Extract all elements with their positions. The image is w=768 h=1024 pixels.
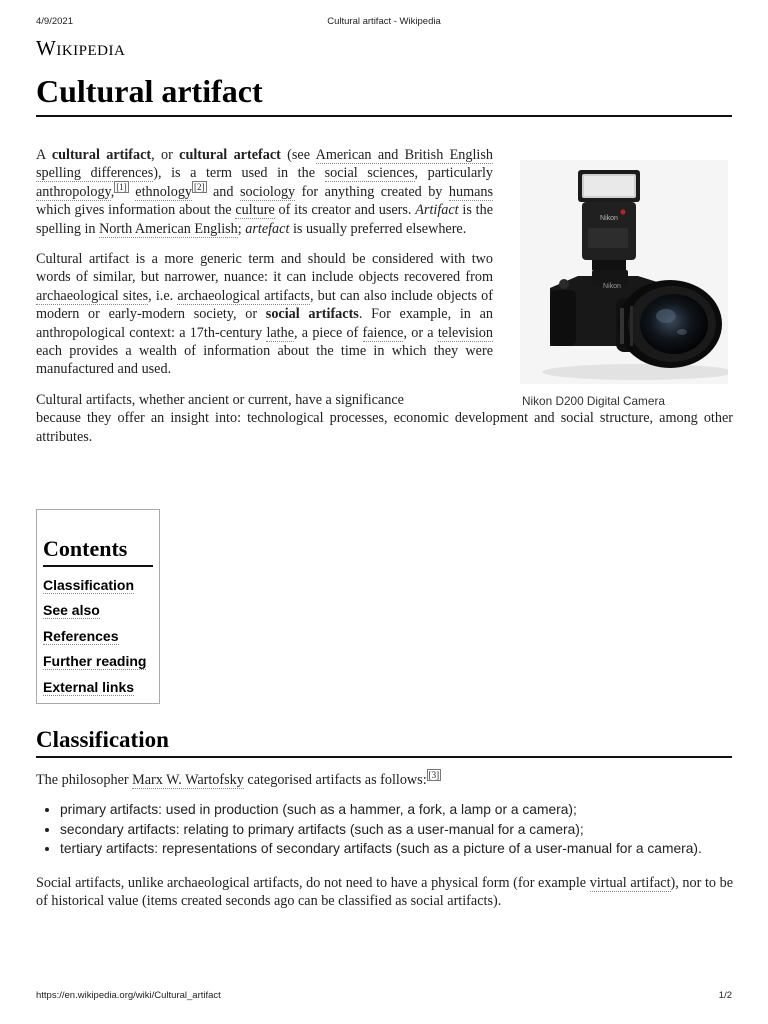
text-run: categorised artifacts as follows:	[243, 772, 427, 788]
text-run: is the spelling in	[36, 202, 493, 237]
camera-illustration	[520, 160, 728, 384]
text-run: and	[206, 183, 240, 200]
toc-item-label[interactable]: Classification	[43, 577, 135, 593]
text-run: , i.e.	[148, 287, 178, 304]
text-run: , or a	[403, 324, 438, 341]
text-run: for anything created by	[295, 183, 449, 200]
intro-paragraph-1	[36, 146, 493, 238]
print-header	[36, 16, 732, 30]
text-run: The philosopher	[36, 772, 133, 788]
table-of-contents	[36, 509, 160, 704]
wiki-link[interactable]: Marx W. Wartofsky	[132, 772, 244, 788]
camera-figure	[520, 160, 730, 408]
text-run: , or	[151, 147, 180, 163]
artifact-types-list	[36, 801, 733, 858]
page-title: Cultural artifact	[36, 70, 732, 117]
body-brand-label: Nikon	[603, 283, 621, 290]
italic-term: artefact	[245, 220, 290, 237]
intro-paragraph-3-start: Cultural artifacts, whether ancient or current, have a significance	[36, 391, 404, 408]
wiki-link[interactable]: faience	[362, 324, 404, 341]
camera-photo[interactable]	[520, 160, 728, 384]
wiki-link[interactable]: social sciences	[324, 165, 415, 182]
toc-item-label[interactable]: Further reading	[43, 653, 147, 670]
bold-term: cultural artifact	[51, 147, 152, 163]
wiki-link[interactable]: archaeological artifacts	[177, 287, 310, 304]
text-run: , but can also include objects of modern or early-modern society, or	[36, 287, 493, 323]
toc-item-see-also[interactable]	[43, 598, 153, 623]
citation-ref[interactable]: [2]	[194, 182, 205, 193]
list-item: • primary artifacts: used in production (such as a hammer, a fork, a lamp or a camera);	[60, 801, 733, 819]
text-run: each provides a wealth of information about the time in which they were manufactured and used.	[36, 343, 493, 378]
text-run: . For example, in an anthropological context: a 17th-century	[36, 306, 493, 341]
wiki-link[interactable]: lathe	[266, 324, 295, 341]
toc-item-label[interactable]: References	[43, 627, 119, 644]
wiki-link[interactable]: archaeological sites	[36, 287, 149, 304]
text-run: , a piece of	[294, 324, 363, 341]
wiki-link[interactable]: American and British English spelling differences	[36, 147, 493, 182]
wiki-link[interactable]: television	[437, 324, 493, 341]
text-run: ), is a term used in the	[153, 165, 325, 182]
classification-intro	[36, 771, 733, 789]
text-run: is usually preferred elsewhere.	[289, 220, 467, 237]
bold-term: cultural artefact	[179, 147, 281, 163]
wiki-link[interactable]: ethnology	[135, 183, 193, 200]
text-run: of its creator and users.	[274, 202, 416, 219]
text-run: ,	[110, 183, 115, 200]
text-run: A	[36, 147, 52, 163]
text-run: , particularly	[414, 165, 494, 182]
figure-caption: Nikon D200 Digital Camera	[522, 394, 665, 408]
flash-brand-label: Nikon	[600, 215, 618, 222]
print-date: 4/9/2021	[36, 16, 73, 27]
toc-item-external-links[interactable]	[43, 675, 153, 700]
text-run: ), nor to be of historical value (items created seconds ago can be classified as social artifacts).	[36, 875, 733, 910]
text-run: ;	[237, 220, 246, 237]
toc-list	[43, 573, 153, 700]
text-run: Cultural artifact is a more generic term and should be considered with two words of similar, but narrower, nuance: it can include objects recovered from	[36, 251, 493, 286]
toc-item-references[interactable]	[43, 624, 153, 649]
toc-title: Contents	[43, 536, 153, 567]
text-run: (see	[280, 147, 316, 163]
classification-heading: Classification	[36, 726, 732, 758]
wiki-link[interactable]: anthropology	[36, 183, 111, 200]
classification-section	[36, 771, 733, 923]
text-run: Social artifacts, unlike archaeological artifacts, do not need to have a physical form (for example	[36, 875, 590, 892]
list-item: • secondary artifacts: relating to primary artifacts (such as a user-manual for a camera);	[60, 821, 733, 839]
bold-term: social artifacts	[265, 306, 359, 323]
print-footer	[36, 990, 732, 1002]
wiki-link[interactable]: sociology	[239, 183, 296, 200]
wikipedia-wordmark[interactable]: Wikipedia	[36, 36, 126, 60]
citation-ref[interactable]: [3]	[428, 770, 440, 781]
toc-item-further-reading[interactable]	[43, 649, 153, 674]
page-url: https://en.wikipedia.org/wiki/Cultural_artifact	[36, 990, 221, 1001]
classification-closing	[36, 874, 733, 911]
italic-term: Artifact	[415, 202, 459, 219]
citation-ref[interactable]: [1]	[116, 182, 127, 193]
toc-item-label[interactable]: External links	[43, 678, 135, 695]
toc-item-classification[interactable]	[43, 573, 153, 598]
wiki-link[interactable]: humans	[448, 183, 494, 200]
intro-paragraph-2	[36, 250, 493, 379]
wiki-link[interactable]: North American English	[99, 220, 238, 237]
text-run: which gives information about the	[36, 202, 236, 219]
toc-item-label[interactable]: See also	[43, 602, 100, 619]
page-number: 1/2	[718, 990, 732, 1001]
wiki-link[interactable]: culture	[235, 202, 275, 219]
list-item: • tertiary artifacts: representations of secondary artifacts (such as a picture of a user-manual for a camera).	[60, 840, 733, 858]
intro-paragraph-3-rest: because they offer an insight into: technological processes, economic development and social structure, among other attributes.	[36, 410, 733, 445]
wiki-link[interactable]: virtual artifact	[589, 875, 671, 892]
print-title: Cultural artifact - Wikipedia	[327, 16, 441, 27]
